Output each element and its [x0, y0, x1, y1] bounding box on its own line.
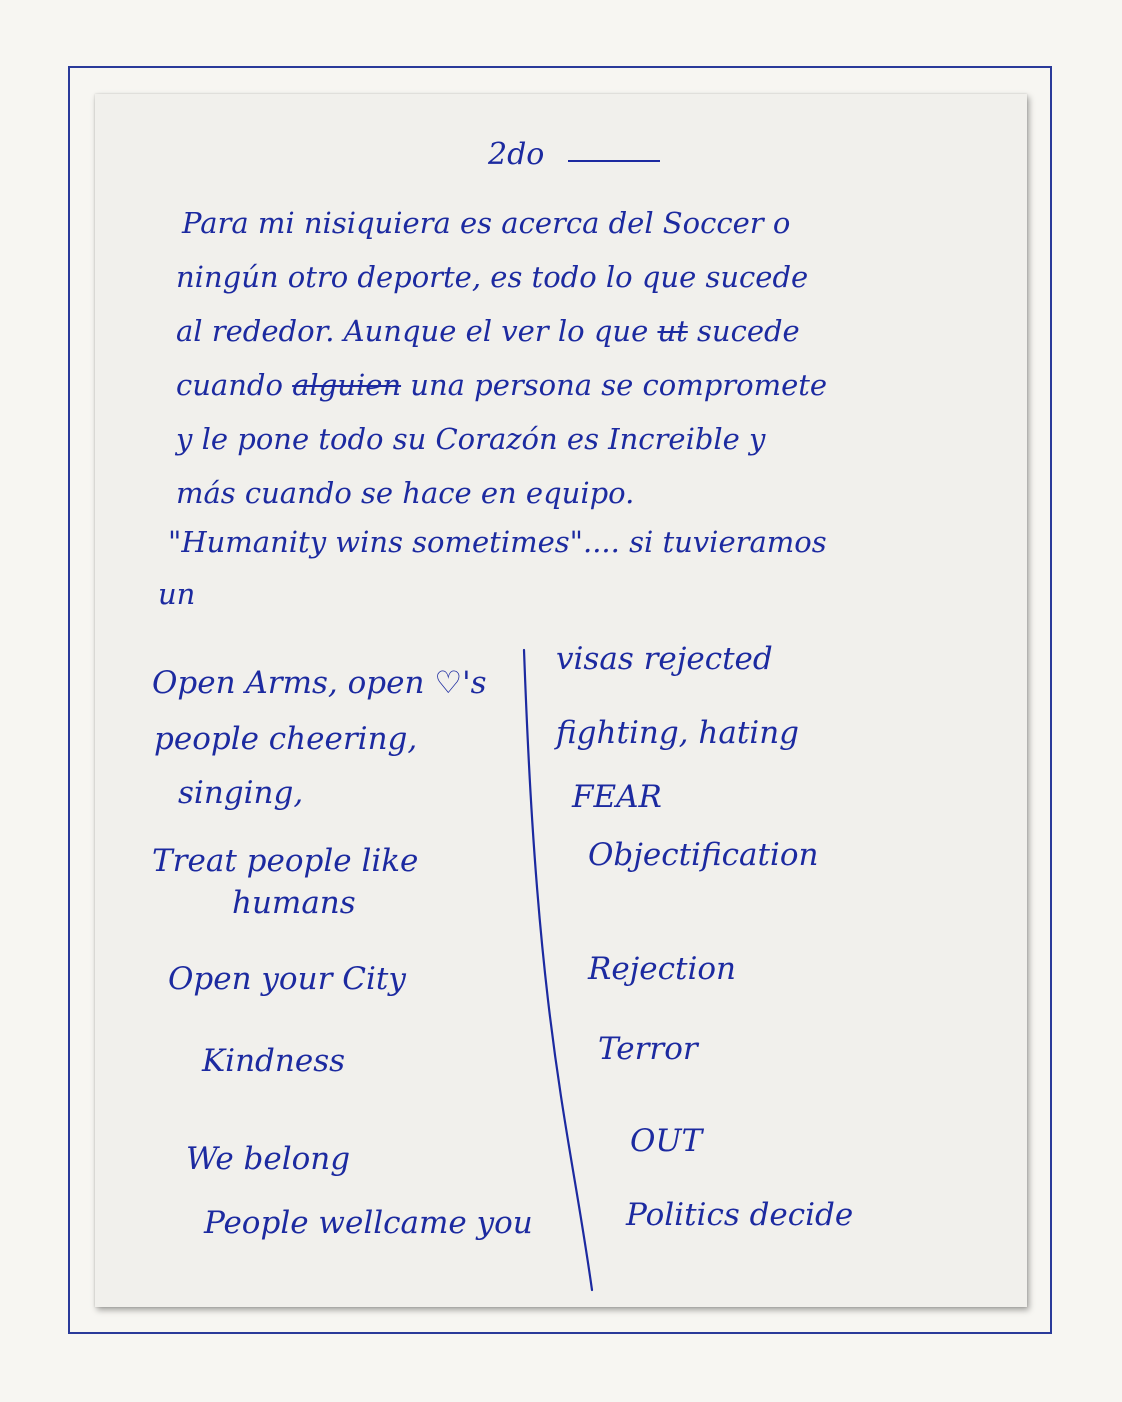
right-item-out: OUT	[630, 1123, 703, 1159]
paragraph-line-2: ningún otro deporte, es todo lo que sucede	[176, 260, 809, 294]
struck-word-ut: ut	[657, 314, 688, 348]
paragraph-line-5: y le pone todo su Corazón es Increible y	[176, 422, 766, 456]
right-item-terror: Terror	[598, 1031, 698, 1067]
left-item-people-cheering: people cheering,	[154, 721, 418, 757]
quote-line: "Humanity wins sometimes".... si tuvieramos	[168, 525, 827, 559]
paragraph-line-6: más cuando se hace en equipo.	[176, 476, 635, 510]
paragraph-line-3-start: al rededor. Aunque el ver lo que	[176, 314, 649, 348]
left-item-humans: humans	[232, 885, 356, 921]
quote-continuation: un	[158, 577, 196, 611]
left-item-singing: singing,	[178, 775, 304, 811]
left-item-open-arms: Open Arms, open ♡'s	[152, 665, 487, 701]
letter-header: 2do	[488, 137, 545, 172]
right-item-politics-decide: Politics decide	[626, 1197, 854, 1233]
left-item-treat-people: Treat people like	[152, 843, 419, 879]
right-item-rejection: Rejection	[588, 951, 737, 987]
paragraph-line-4-start: cuando	[176, 368, 283, 402]
left-item-people-welcome: People wellcame you	[204, 1205, 533, 1241]
left-item-open-your-city: Open your City	[168, 961, 406, 997]
right-item-objectification: Objectification	[588, 837, 819, 873]
right-item-fighting-hating: fighting, hating	[556, 715, 800, 751]
right-item-fear: FEAR	[572, 779, 662, 815]
left-item-kindness: Kindness	[202, 1043, 346, 1079]
paragraph-line-3-end: sucede	[697, 314, 800, 348]
struck-word-alguien: alguien	[292, 368, 402, 402]
paragraph-line-1: Para mi nisiquiera es acerca del Soccer o	[182, 206, 791, 240]
left-item-we-belong: We belong	[186, 1141, 351, 1177]
right-item-visas-rejected: visas rejected	[556, 641, 773, 677]
paragraph-line-4-end: una persona se compromete	[410, 368, 828, 402]
